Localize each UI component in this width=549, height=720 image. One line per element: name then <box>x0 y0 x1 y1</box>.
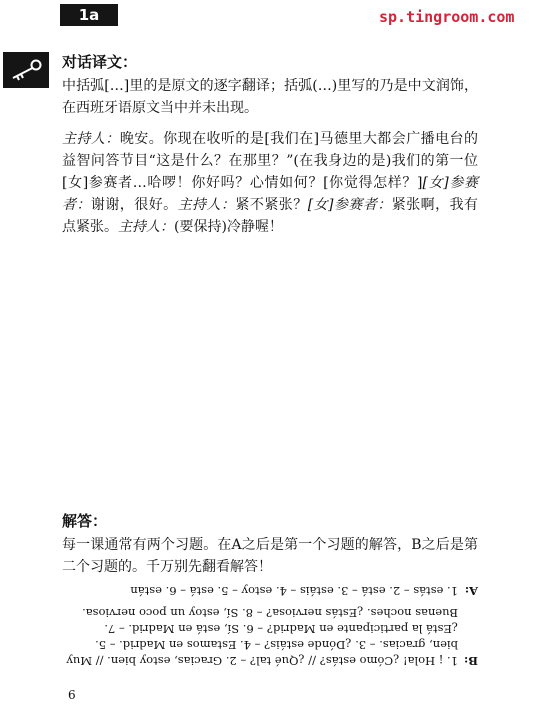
line: 谢谢，很好。 <box>90 197 178 213</box>
speaker: [女]参赛者： <box>307 197 392 213</box>
key-icon <box>9 59 43 81</box>
answer-text: 1. ¡ Hola! ¿Cómo estás? // ¿Qué tal? – 2. Gracias, estoy bien. // Muy bien, gracias. – 3. ¿Dónde estáis? – 4. Estamos en Madrid. – 5. ¿Está la participante en Madrid? – 6. Sí, está en Madrid. – 7. Buenas noches. ¿Estás nerviosa? – 8. Sí, estoy un poco nerviosa. <box>66 606 458 668</box>
line: (要保持)冷静喔！ <box>174 219 283 235</box>
answer-key-upside-down <box>62 583 478 669</box>
site-url[interactable]: sp.tingroom.com <box>379 8 515 26</box>
answers-intro: 每一课通常有两个习题。在A之后是第一个习题的解答，B之后是第二个习题的。千万别先翻看解答！ <box>62 537 478 575</box>
line: 晚安。你现在收听的是[我们在]马德里大都会广播电台的益智问答节目“这是什么？在那里？”(在我身边的是)我们的第一位[女]参赛者…哈啰！你好吗？心情如何？[你觉得怎样？] <box>62 131 478 191</box>
dialogue <box>62 128 478 238</box>
speaker: 主持人： <box>177 197 236 213</box>
answers-heading: 解答： <box>62 512 108 530</box>
answer-label: B: <box>464 654 478 668</box>
speaker: [女]参赛者： <box>62 175 478 213</box>
answer-row-b <box>62 605 478 669</box>
speaker: 主持人： <box>118 219 174 235</box>
translation-heading: 对话译文： <box>62 53 138 71</box>
lesson-tab <box>60 4 118 26</box>
answer-label: A: <box>464 584 478 598</box>
key-icon-box <box>3 52 49 88</box>
speaker: 主持人： <box>62 131 120 147</box>
translation-note: 中括弧[…]里的是原文的逐字翻译；括弧(…)里写的乃是中文润饰，在西班牙语原文当中并未出现。 <box>62 78 478 116</box>
lesson-tab-label: 1a <box>78 6 100 24</box>
answer-row-a <box>62 583 478 599</box>
line: 紧不紧张？ <box>235 197 308 213</box>
answer-text: 1. estás – 2. está – 3. estáis – 4. estoy – 5. está – 6. están <box>130 584 458 598</box>
line: 紧张啊，我有点紧张。 <box>62 197 479 235</box>
page-number: 6 <box>68 688 76 702</box>
